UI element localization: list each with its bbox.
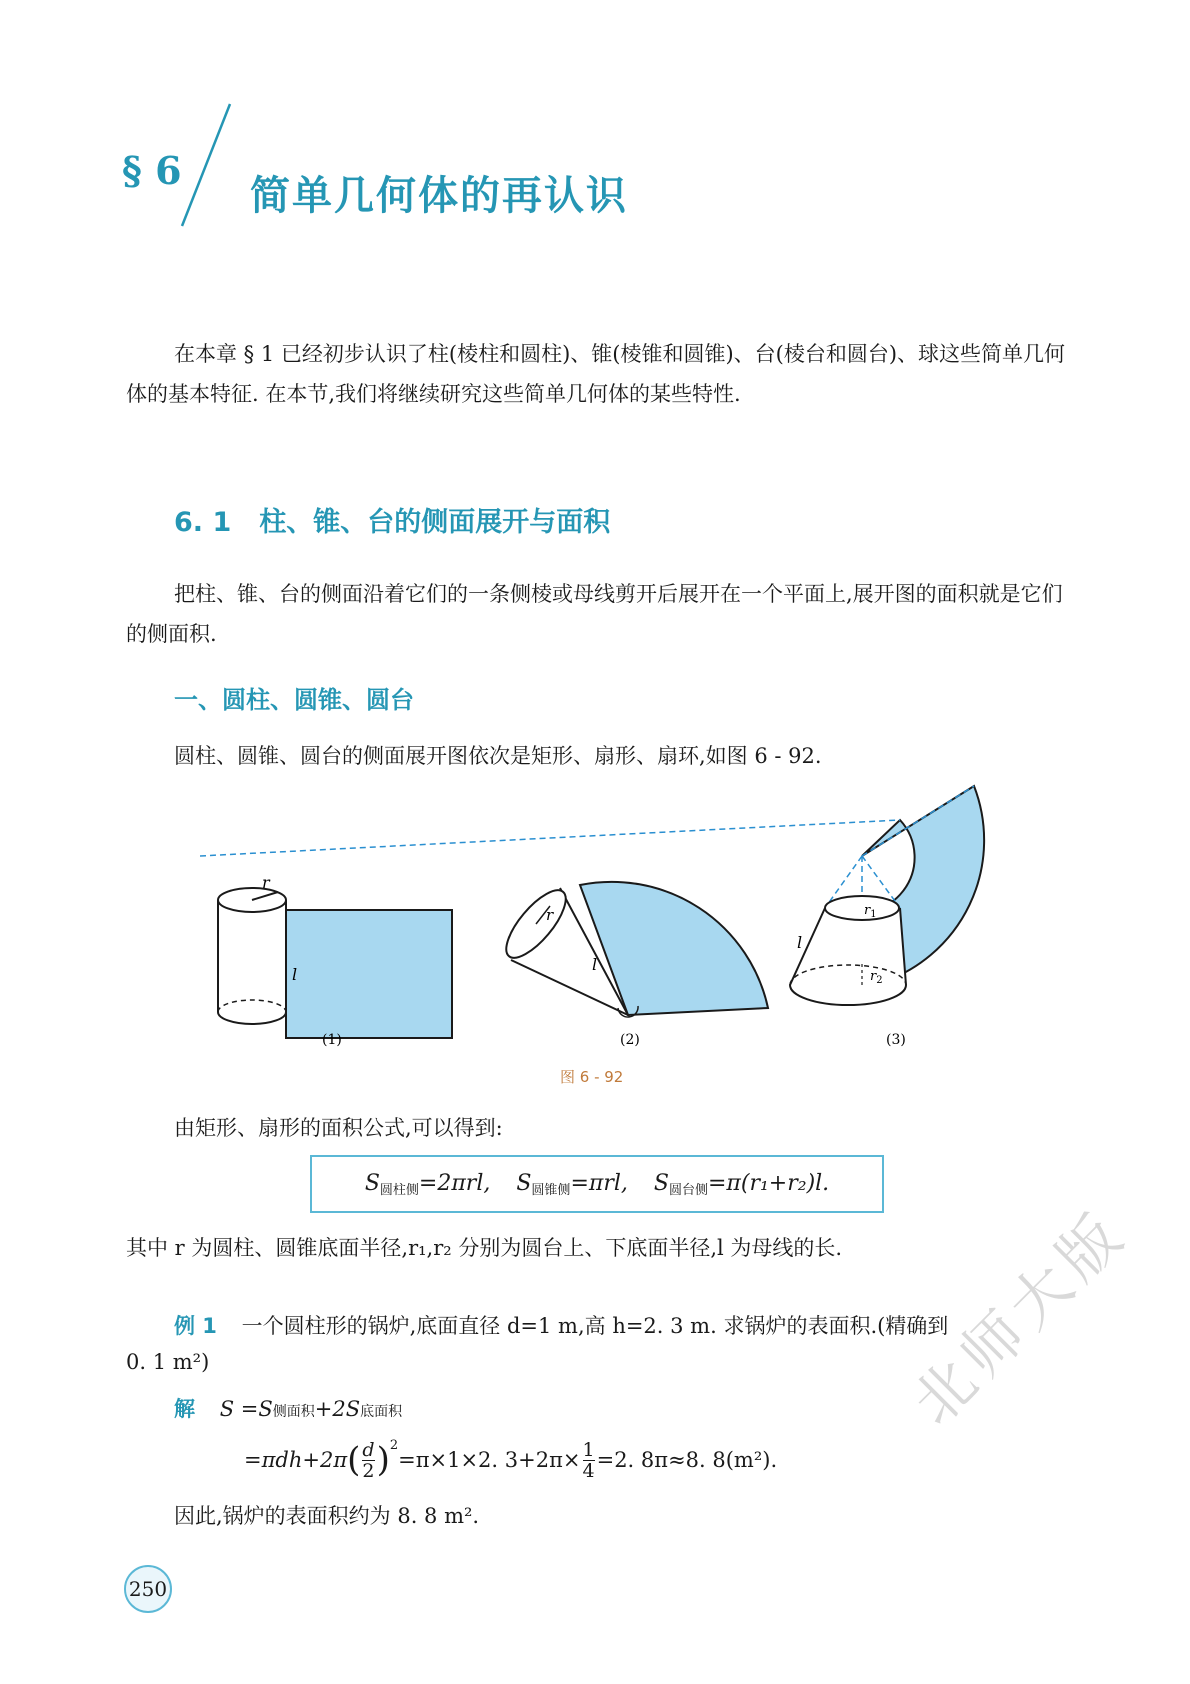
figure-caption: 图 6 - 92	[560, 1068, 624, 1086]
solution-label: 解	[174, 1397, 195, 1421]
label-r-cone: r	[546, 906, 554, 924]
formula-box	[310, 1155, 884, 1213]
intro-paragraph: 在本章 § 1 已经初步认识了柱(棱柱和圆柱)、锥(棱锥和圆锥)、台(棱台和圆台)、球这些简单几何体的基本特征. 在本节,我们将继续研究这些简单几何体的某些特性.	[126, 342, 1066, 406]
cone-diagram	[497, 882, 768, 1048]
fraction-1-over-4: $\frac{1}{4}$	[582, 1438, 595, 1482]
solution-line-2: =πdh+2π ( $\frac{d}{2}$ ) $^2$ =π×1×2. 3+2π× $\frac{1}{4}$ =2. 8π≈8. 8(m²).	[244, 1438, 778, 1482]
figure-6-92	[200, 780, 1000, 1060]
label-r2: $r_2$	[870, 969, 883, 986]
formula-lead: 由矩形、扇形的面积公式,可以得到:	[174, 1116, 503, 1140]
example-text: 一个圆柱形的锅炉,底面直径 d=1 m,高 h=2. 3 m. 求锅炉的表面积.(精确到	[241, 1314, 949, 1338]
label-r: r	[262, 873, 270, 892]
label-r1: $r_1$	[864, 903, 877, 920]
part-intro-line: 圆柱、圆锥、圆台的侧面展开图依次是矩形、扇形、扇环,如图 6 - 92.	[174, 744, 822, 768]
section-slash-divider	[168, 100, 238, 230]
section-number: § 6	[122, 148, 182, 193]
formula-cone: $S_{圆锥侧}=\pi rl$,	[516, 1170, 628, 1198]
label-l: l	[292, 965, 298, 984]
cylinder-diagram	[218, 873, 452, 1048]
solution-conclusion: 因此,锅炉的表面积约为 8. 8 m².	[174, 1504, 480, 1528]
label-l-frustum: l	[797, 933, 803, 952]
formula-frustum: $S_{圆台侧}=\pi(r_1+r_2)l$.	[653, 1170, 830, 1198]
formula-explanation: 其中 r 为圆柱、圆锥底面半径,r₁,r₂ 分别为圆台上、下底面半径,l 为母线的长.	[126, 1236, 843, 1260]
example-label: 例 1	[174, 1314, 217, 1338]
solution-line-1: 解 S =S侧面积+2S底面积	[174, 1397, 403, 1421]
formula-cylinder: $S_{圆柱侧}=2\pi rl$,	[364, 1170, 491, 1198]
example-1	[174, 1310, 948, 1340]
page-number: 250	[124, 1565, 172, 1613]
watermark: 北师大版	[899, 1196, 1142, 1439]
panel-label-1: (1)	[322, 1032, 342, 1048]
subsection-heading	[174, 500, 610, 539]
subsection-paragraph: 把柱、锥、台的侧面沿着它们的一条侧棱或母线剪开后展开在一个平面上,展开图的面积就是它们的侧面积.	[126, 582, 1063, 646]
section-title: 简单几何体的再认识	[250, 173, 628, 219]
panel-label-2: (2)	[620, 1032, 640, 1048]
subsection-number: 6. 1	[174, 507, 232, 538]
part-heading: 一、圆柱、圆锥、圆台	[174, 686, 414, 714]
panel-label-3: (3)	[886, 1032, 906, 1048]
fraction-d-over-2: $\frac{d}{2}$	[362, 1438, 375, 1482]
example-text-continued: 0. 1 m²)	[126, 1350, 210, 1374]
label-l-cone: l	[592, 955, 598, 974]
subsection-title: 柱、锥、台的侧面展开与面积	[259, 507, 611, 538]
rectangle-unfold	[286, 910, 452, 1038]
